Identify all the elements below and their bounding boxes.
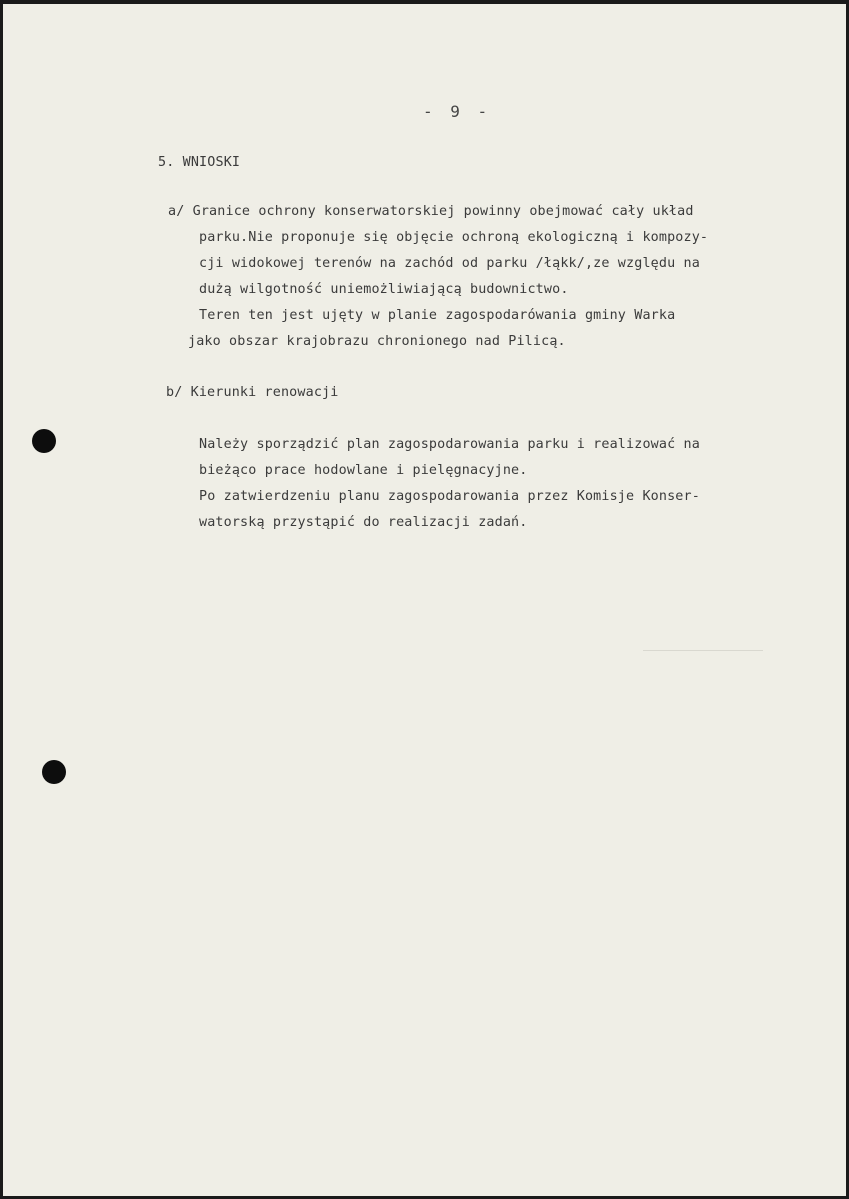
section-b-title: b/ Kierunki renowacji [166,385,339,400]
section-heading: 5. WNIOSKI [158,155,241,170]
document-page [3,4,846,1196]
paper-mark [643,650,763,651]
section-b-line: bieżąco prace hodowlane i pielęgnacyjne. [199,463,528,478]
section-a-line: a/ Granice ochrony konserwatorskiej powinny obejmować cały układ [168,204,694,219]
section-a-line: dużą wilgotność uniemożliwiającą budownictwo. [199,282,569,297]
page-number: - 9 - [423,102,492,121]
section-a-line: Teren ten jest ujęty w planie zagospodarówania gminy Warka [199,308,676,323]
section-a-line: parku.Nie proponuje się objęcie ochroną ekologiczną i kompozy- [199,230,709,245]
section-b-line: Po zatwierdzeniu planu zagospodarowania przez Komisje Konser- [199,489,700,504]
punch-hole [32,429,56,453]
section-b-line: watorską przystąpić do realizacji zadań. [199,515,528,530]
punch-hole [42,760,66,784]
section-a-line: cji widokowej terenów na zachód od parku /łąkk/,ze względu na [199,256,700,271]
section-a-line: jako obszar krajobrazu chronionego nad Pilicą. [188,334,566,349]
section-b-line: Należy sporządzić plan zagospodarowania parku i realizować na [199,437,700,452]
